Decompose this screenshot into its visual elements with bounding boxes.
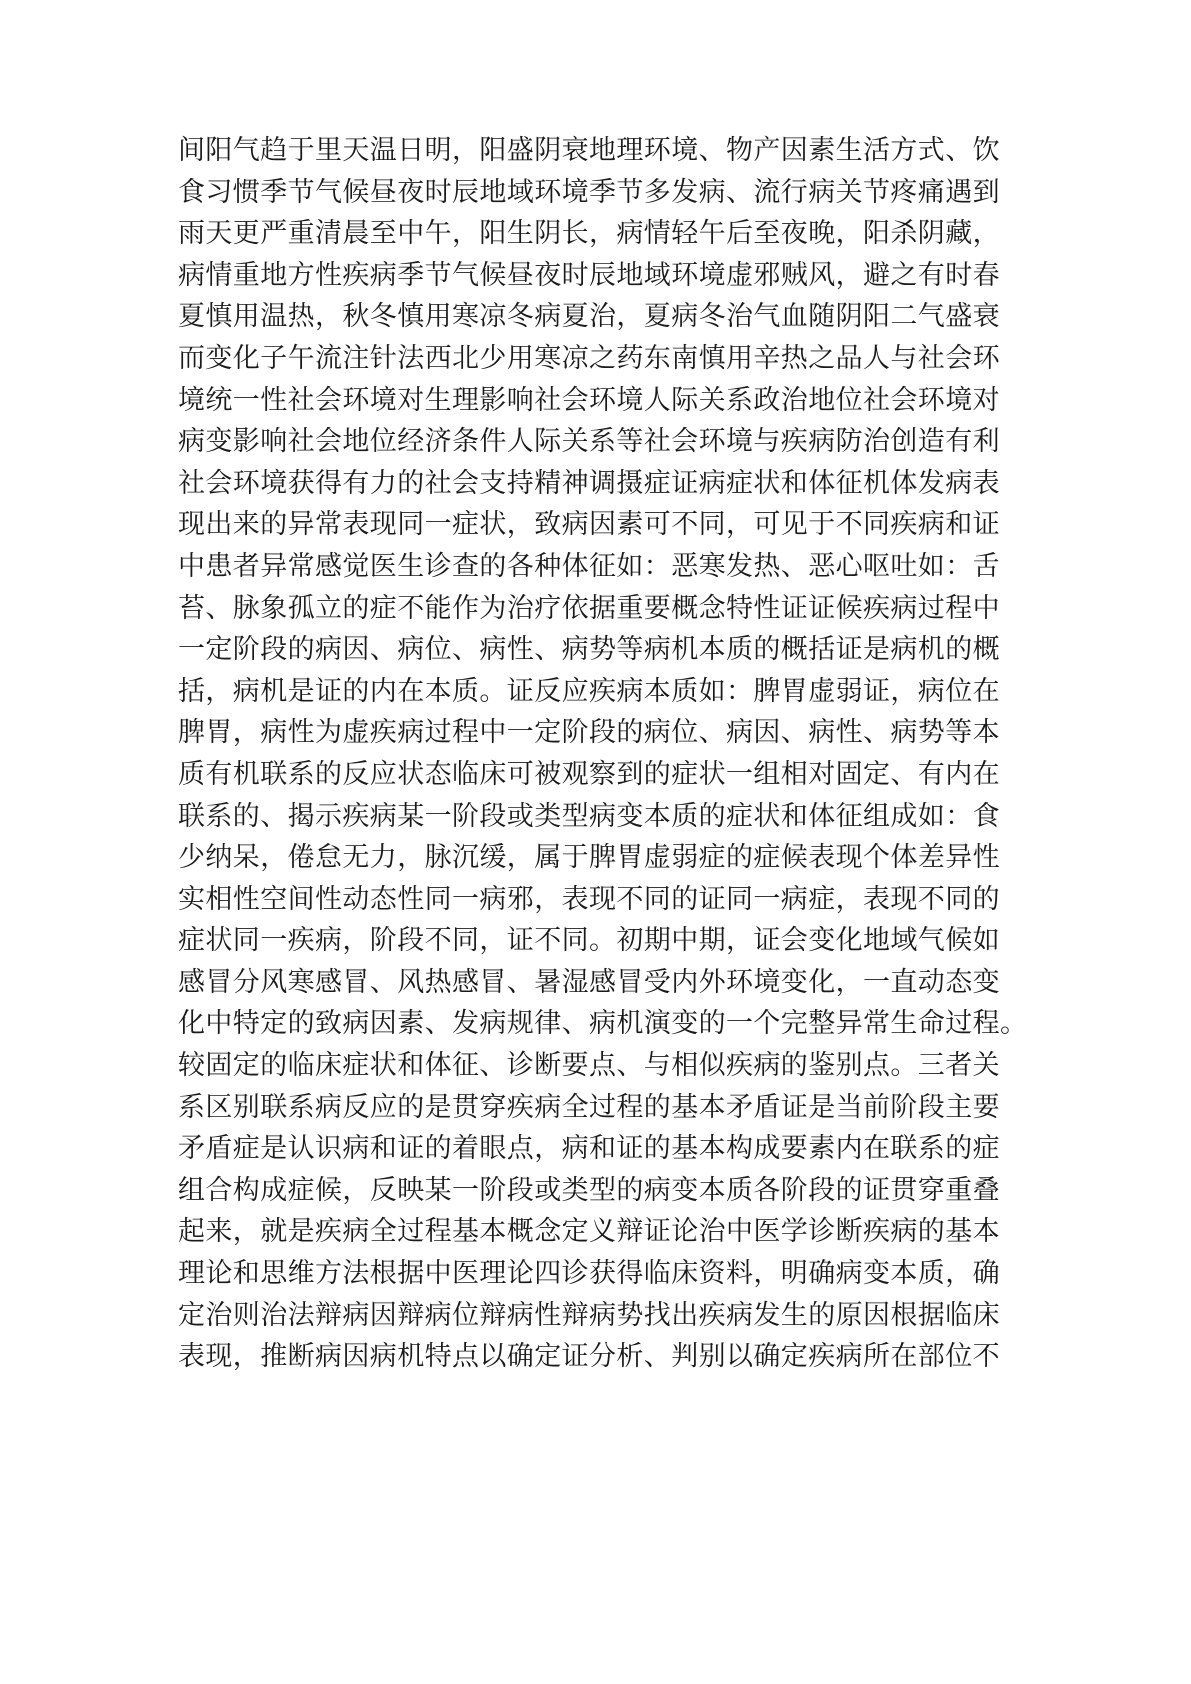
- text-line: 症状同一疾病，阶段不同，证不同。初期中期，证会变化地域气候如: [178, 925, 1000, 957]
- text-line: 联系的、揭示疾病某一阶段或类型病变本质的症状和体征组成如：食: [178, 800, 1000, 832]
- text-line: 定治则治法辩病因辩病位辩病性辩病势找出疾病发生的原因根据临床: [178, 1299, 1000, 1331]
- text-line: 夏慎用温热，秋冬慎用寒凉冬病夏治，夏病冬治气血随阴阳二气盛衰: [178, 301, 1000, 333]
- text-line: 现出来的异常表现同一症状，致病因素可不同，可见于不同疾病和证: [178, 509, 1000, 541]
- text-line: 社会环境获得有力的社会支持精神调摄症证病症状和体征机体发病表: [178, 467, 1000, 499]
- text-line: 病变影响社会地位经济条件人际关系等社会环境与疾病防治创造有利: [178, 426, 1000, 458]
- text-line: 脾胃，病性为虚疾病过程中一定阶段的病位、病因、病性、病势等本: [178, 717, 1000, 749]
- text-line: 化中特定的致病因素、发病规律、病机演变的一个完整异常生命过程。: [178, 1008, 1028, 1040]
- text-line: 病情重地方性疾病季节气候昼夜时辰地域环境虚邪贼风，避之有时春: [178, 259, 1000, 291]
- text-line: 矛盾症是认识病和证的着眼点，病和证的基本构成要素内在联系的症: [178, 1133, 1000, 1165]
- text-line: 一定阶段的病因、病位、病性、病势等病机本质的概括证是病机的概: [178, 634, 1000, 666]
- text-line: 少纳呆，倦怠无力，脉沉缓，属于脾胃虚弱症的症候表现个体差异性: [178, 842, 1000, 874]
- text-line: 理论和思维方法根据中医理论四诊获得临床资料，明确病变本质，确: [178, 1258, 1000, 1290]
- text-line: 雨天更严重清晨至中午，阳生阴长，病情轻午后至夜晚，阳杀阴藏，: [178, 218, 1000, 250]
- text-line: 间阳气趋于里天温日明，阳盛阴衰地理环境、物产因素生活方式、饮: [178, 135, 1000, 166]
- text-line: 质有机联系的反应状态临床可被观察到的症状一组相对固定、有内在: [178, 758, 1000, 790]
- text-line: 括，病机是证的内在本质。证反应疾病本质如：脾胃虚弱证，病位在: [178, 675, 1000, 707]
- text-line: 组合构成症候，反映某一阶段或类型的病变本质各阶段的证贯穿重叠: [178, 1174, 1000, 1206]
- body-text: [178, 130, 1028, 1378]
- text-line: 起来，就是疾病全过程基本概念定义辩证论治中医学诊断疾病的基本: [178, 1216, 1000, 1248]
- text-line: 而变化子午流注针法西北少用寒凉之药东南慎用辛热之品人与社会环: [178, 342, 1000, 374]
- text-line: 系区别联系病反应的是贯穿疾病全过程的基本矛盾证是当前阶段主要: [178, 1091, 1000, 1123]
- text-line: 实相性空间性动态性同一病邪，表现不同的证同一病症，表现不同的: [178, 883, 1000, 915]
- text-line: 苔、脉象孤立的症不能作为治疗依据重要概念特性证证候疾病过程中: [178, 592, 1000, 624]
- text-line: 食习惯季节气候昼夜时辰地域环境季节多发病、流行病关节疼痛遇到: [178, 176, 1000, 208]
- text-line: 较固定的临床症状和体征、诊断要点、与相似疾病的鉴别点。三者关: [178, 1050, 1000, 1082]
- text-line: 中患者异常感觉医生诊查的各种体征如：恶寒发热、恶心呕吐如：舌: [178, 550, 1000, 582]
- text-line: 表现，推断病因病机特点以确定证分析、判别以确定疾病所在部位不: [178, 1341, 1000, 1373]
- text-line: 境统一性社会环境对生理影响社会环境人际关系政治地位社会环境对: [178, 384, 1000, 416]
- text-line: 感冒分风寒感冒、风热感冒、暑湿感冒受内外环境变化，一直动态变: [178, 966, 1000, 998]
